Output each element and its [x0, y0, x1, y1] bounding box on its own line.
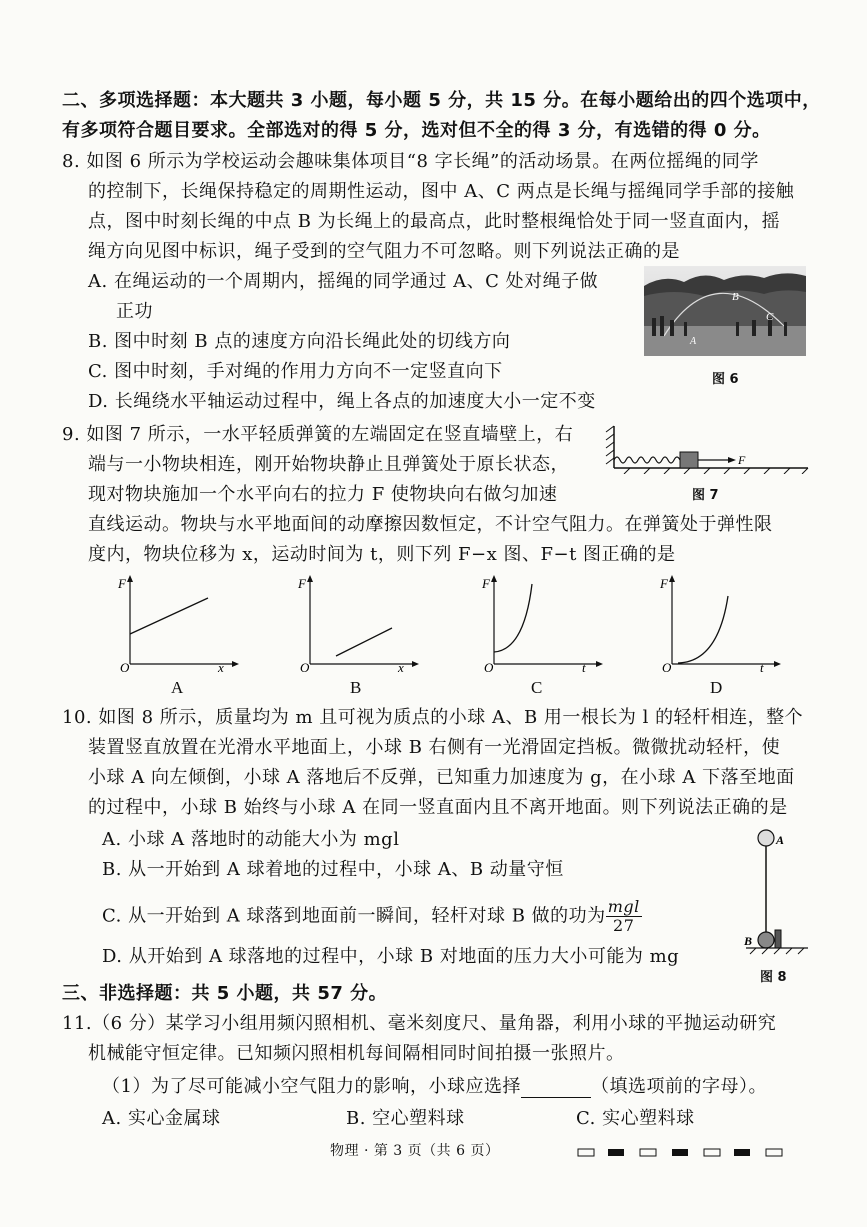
q10-fraction-numerator: mgl	[607, 897, 640, 916]
q10-option-c-text: C. 从一开始到 A 球落到地面前一瞬间，轻杆对球 B 做的功为	[102, 905, 606, 927]
graph-c-origin: O	[484, 660, 494, 674]
graph-b-xlabel: x	[398, 660, 404, 674]
figure7-spring-diagram	[604, 422, 810, 474]
graph-a	[112, 574, 242, 674]
figure7-caption: 图 7	[692, 488, 719, 503]
q11-sub1	[102, 1076, 767, 1098]
q8-line3: 点，图中时刻长绳的中点 B 为长绳上的最高点，此时整根绳恰处于同一竖直面内，摇	[88, 211, 781, 232]
q10-option-a: A. 小球 A 落地时的动能大小为 mgl	[102, 829, 400, 850]
figure6-caption: 图 6	[712, 372, 739, 387]
graph-a-option: A	[171, 678, 184, 697]
q9-line5: 度内，物块位移为 x，运动时间为 t，则下列 F−x 图、F−t 图正确的是	[88, 544, 676, 565]
figure8-label-b: B	[744, 934, 753, 948]
page-footer: 物理 · 第 3 页（共 6 页）	[330, 1143, 500, 1159]
q10-option-c	[102, 898, 642, 935]
graph-a-xlabel: x	[218, 660, 224, 674]
q11-sub1-prompt: （1）为了尽可能减小空气阻力的影响，小球应选择	[102, 1076, 521, 1097]
graph-d-origin: O	[662, 660, 672, 674]
figure8-caption: 图 8	[760, 970, 787, 985]
section3-title: 三、非选择题：共 5 小题，共 57 分。	[62, 983, 388, 1004]
q11-answer-blank[interactable]	[521, 1081, 591, 1098]
graph-b-option: B	[350, 678, 362, 697]
graph-b-origin: O	[300, 660, 310, 674]
q10-option-d: D. 从开始到 A 球落地的过程中，小球 B 对地面的压力大小可能为 mg	[102, 946, 680, 967]
graph-d	[654, 574, 784, 674]
graph-c	[476, 574, 606, 674]
q9-line4: 直线运动。物块与水平地面间的动摩擦因数恒定，不计空气阻力。在弹簧处于弹性限	[88, 514, 773, 535]
section2-line1: 二、多项选择题：本大题共 3 小题，每小题 5 分，共 15 分。在每小题给出的四个选项中，	[62, 90, 821, 111]
figure6-photo	[644, 266, 806, 356]
q10-line1: 10. 如图 8 所示，质量均为 m 且可视为质点的小球 A、B 用一根长为 l 的轻杆相连，整个	[62, 707, 804, 728]
q10-line4: 的过程中，小球 B 始终与小球 A 在同一竖直面内且不离开地面。则下列说法正确的是	[88, 797, 788, 818]
graph-b-ylabel: F	[298, 576, 306, 591]
figure8-rod-diagram	[736, 826, 810, 956]
footer-marker-strip	[576, 1144, 786, 1158]
q11-option-b: B. 空心塑料球	[346, 1108, 465, 1129]
q8-option-d: D. 长绳绕水平轴运动过程中，绳上各点的加速度大小一定不变	[88, 391, 596, 412]
graph-b	[292, 574, 422, 674]
photo-label-a: A	[690, 336, 697, 347]
q11-option-c: C. 实心塑料球	[576, 1108, 695, 1129]
graph-c-ylabel: F	[482, 576, 490, 591]
q8-line1: 8. 如图 6 所示为学校运动会趣味集体项目“8 字长绳”的活动场景。在两位摇绳的同学	[62, 151, 759, 172]
q8-line2: 的控制下，长绳保持稳定的周期性运动，图中 A、C 两点是长绳与摇绳同学手部的接触	[88, 181, 795, 202]
q9-line2: 端与一小物块相连，刚开始物块静止且弹簧处于原长状态，	[88, 454, 569, 475]
graph-c-xlabel: t	[582, 660, 586, 674]
graph-a-ylabel: F	[118, 576, 126, 591]
q9-line3: 现对物块施加一个水平向右的拉力 F 使物块向右做匀加速	[88, 484, 558, 505]
graph-d-option: D	[710, 678, 723, 697]
q9-line1: 9. 如图 7 所示，一水平轻质弹簧的左端固定在竖直墙壁上，右	[62, 424, 574, 445]
q8-line4: 绳方向见图中标识，绳子受到的空气阻力不可忽略。则下列说法正确的是	[88, 241, 680, 262]
graph-c-option: C	[531, 678, 543, 697]
q11-line2: 机械能守恒定律。已知频闪照相机每间隔相同时间拍摄一张照片。	[88, 1043, 625, 1064]
q10-line2: 装置竖直放置在光滑水平地面上，小球 B 右侧有一光滑固定挡板。微微扰动轻杆，使	[88, 737, 781, 758]
q11-sub1-hint: （填选项前的字母）。	[590, 1076, 767, 1097]
graph-d-xlabel: t	[760, 660, 764, 674]
graph-d-ylabel: F	[660, 576, 668, 591]
q8-option-b: B. 图中时刻 B 点的速度方向沿长绳此处的切线方向	[88, 331, 511, 352]
q10-option-b: B. 从一开始到 A 球着地的过程中，小球 A、B 动量守恒	[102, 859, 564, 880]
q8-option-a-line2: 正功	[116, 301, 153, 322]
q10-option-c-fraction	[606, 898, 642, 935]
q8-option-a-line1: A. 在绳运动的一个周期内，摇绳的同学通过 A、C 处对绳子做	[88, 271, 599, 292]
q10-line3: 小球 A 向左倾倒，小球 A 落地后不反弹，已知重力加速度为 g，在小球 A 下落至地面	[88, 767, 795, 788]
graph-a-origin: O	[120, 660, 130, 674]
photo-label-b: B	[732, 291, 739, 303]
q11-line1: 11.（6 分）某学习小组用频闪照相机、毫米刻度尺、量角器，利用小球的平抛运动研究	[62, 1013, 777, 1034]
q8-option-c: C. 图中时刻，手对绳的作用力方向不一定竖直向下	[88, 361, 503, 382]
figure8-label-a: A	[776, 833, 785, 847]
q10-fraction-denominator: 27	[613, 916, 635, 935]
photo-label-c: C	[766, 311, 774, 323]
section2-line2: 有多项符合题目要求。全部选对的得 5 分，选对但不全的得 3 分，有选错的得 0 分。	[62, 120, 771, 141]
q11-option-a: A. 实心金属球	[102, 1108, 221, 1129]
figure7-force-label: F	[738, 453, 746, 467]
